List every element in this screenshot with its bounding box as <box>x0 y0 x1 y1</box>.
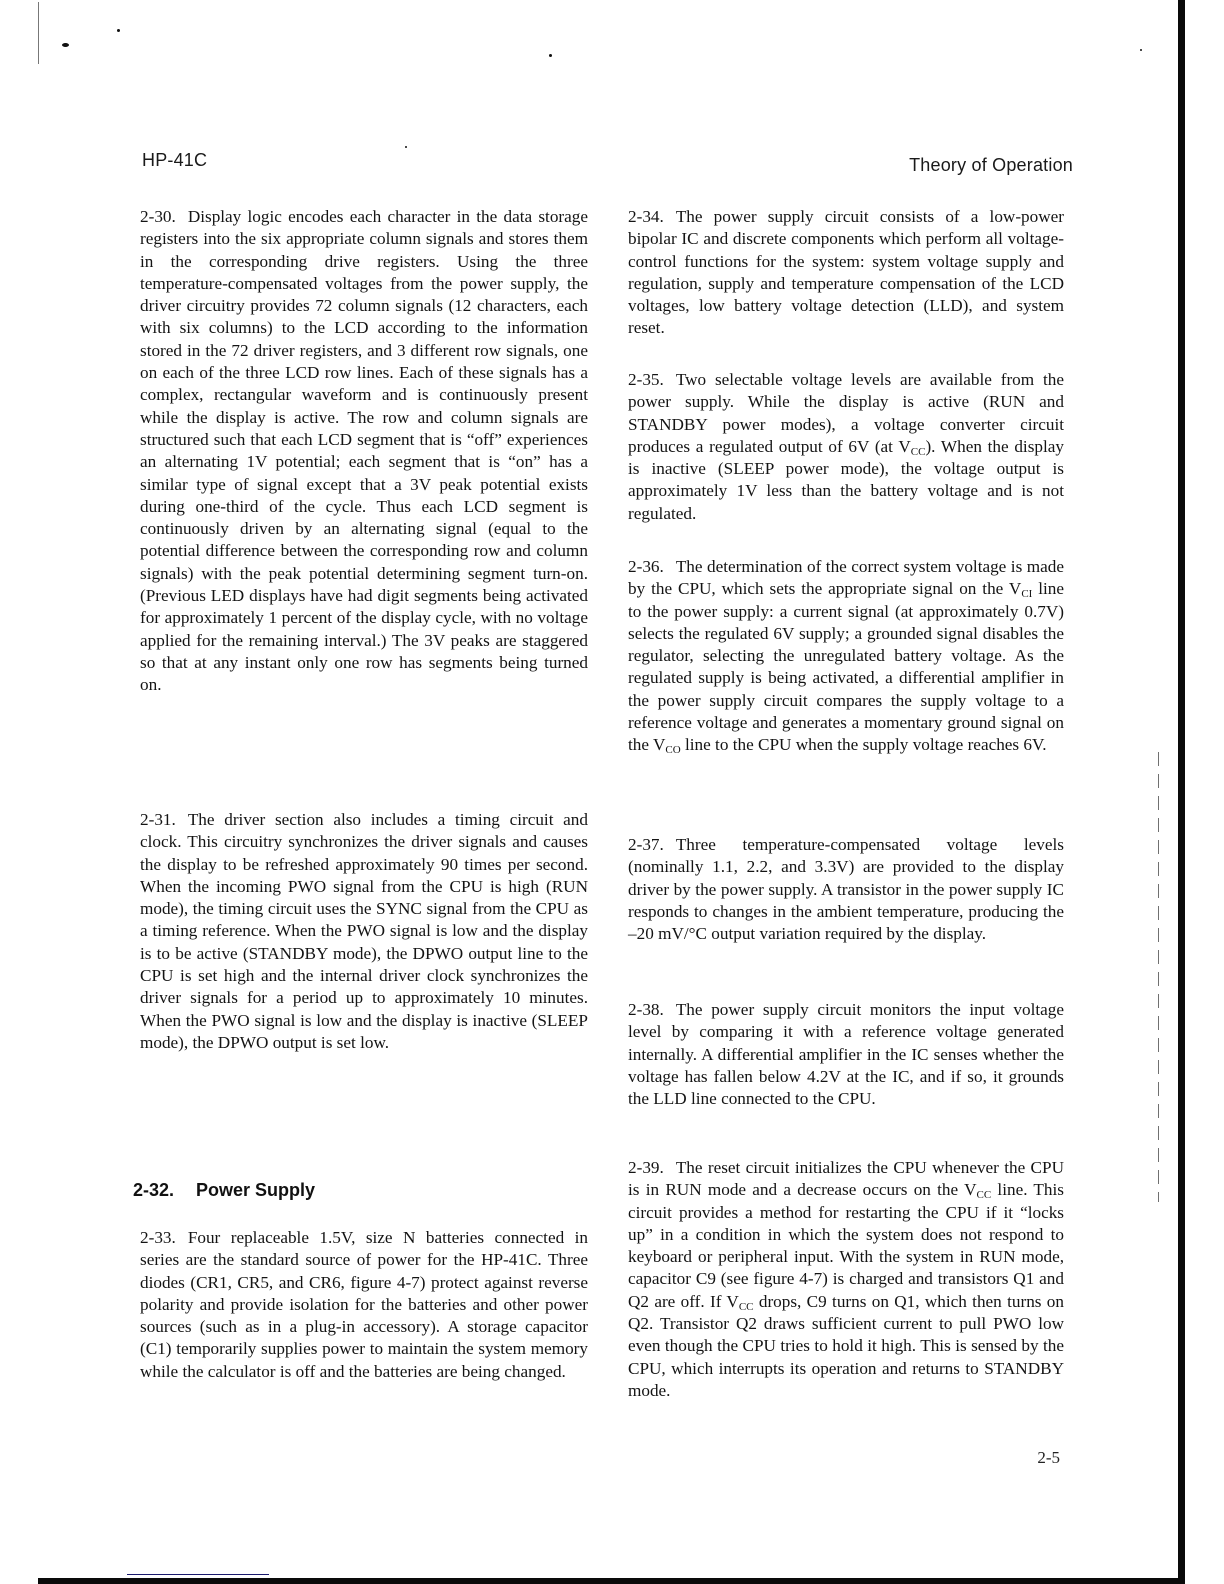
scan-speck <box>549 54 552 57</box>
paragraph-text: The reset circuit initializes the CPU whenever the CPU is in RUN mode and a decrease occurs on the V <box>628 1158 1064 1200</box>
scan-speck <box>117 29 120 32</box>
paragraph-text: line to the CPU when the supply voltage reaches 6V. <box>680 735 1047 755</box>
paragraph-text: line to the power supply: a current signal (at approximately 0.7V) selects the regulated 6V supply; a grounded signal disables the regulator, selecting the unregulated battery voltage. As the regulated supply is being activated, a differential amplifier in the power supply circuit compares the supply voltage to a reference voltage and generates a momentary ground signal on the V <box>628 579 1064 755</box>
paragraph-number: 2-30. <box>140 207 176 226</box>
running-header-right: Theory of Operation <box>909 155 1073 175</box>
paragraph-text: The power supply circuit monitors the input voltage level by comparing it with a reference voltage generated internally. A differential amplifier in the IC senses whether the voltage has fallen below 4.2V at the IC, and if so, it grounds the LLD line connected to the CPU. <box>628 1000 1064 1109</box>
paragraph-number: 2-33. <box>140 1228 176 1247</box>
running-header-left: HP-41C <box>142 150 208 170</box>
paragraph-number: 2-35. <box>628 370 664 389</box>
subscript: CC <box>738 1300 754 1313</box>
scan-speck <box>405 146 407 148</box>
paragraph-text: Display logic encodes each character in the data storage registers into the six appropriate column signals and stores them in the corresponding drive registers. Using the three temperature-compensated voltages from the power supply, the driver circuitry provides 72 column signals (12 characters, each with six columns) to the LCD according to the information stored in the 72 driver registers, and 3 different row signals, one on each of the three LCD row lines. Each of these signals has a complex, rectangular waveform and is continuously present while the display is active. The row and column signals are structured such that each LCD segment that is “off” experiences an alternating 1V potential; each segment that is “on” has a similar type of signal except that a 3V peak potential exists during one-third of the cycle. Thus each LCD segment is continuously driven by an alternating signal (equal to the potential difference between the corresponding row and column signals) with the peak potential determining segment turn-on. (Previous LED displays have had digit segments being activated for approximately 1 percent of the display cycle, with no voltage applied for the remaining interval.) The 3V peaks are staggered so that at any instant only one row has segments being turned on. <box>140 207 588 695</box>
paragraph-2-38 <box>628 999 1064 1110</box>
subscript: CC <box>976 1189 992 1202</box>
paragraph-text: The driver section also includes a timing circuit and clock. This circuitry synchronizes the driver signals and causes the display to be refreshed approximately 90 times per second. When the incoming PWO signal from the CPU is high (RUN mode), the timing circuit uses the SYNC signal from the CPU as a timing reference. When the PWO signal is low and the display is to be active (STANDBY mode), the DPWO output line to the CPU is set high and the internal driver clock synchronizes the driver signals for a period up to approximately 10 minutes. When the PWO signal is low and the display is inactive (SLEEP mode), the DPWO output is set low. <box>140 810 588 1052</box>
paragraph-text: The power supply circuit consists of a low-power bipolar IC and discrete components which perform all voltage-control functions for the system: system voltage supply and regulation, supply and temperature compensation of the LCD voltages, low battery voltage detection (LLD), and system reset. <box>628 207 1064 338</box>
paragraph-number: 2-37. <box>628 835 664 854</box>
page-number: 2-5 <box>1037 1448 1060 1467</box>
paragraph-text: line. This circuit provides a method for restarting the CPU if it “locks up” in a condition in which the system does not respond to keyboard or peripheral input. With the system in RUN mode, capacitor C9 (see figure 4-7) is charged and transistors Q1 and Q2 are off. If V <box>628 1180 1064 1311</box>
subscript: CO <box>665 744 681 757</box>
paragraph-2-30 <box>140 206 588 697</box>
paragraph-2-34 <box>628 206 1064 340</box>
paragraph-text: Four replaceable 1.5V, size N batteries connected in series are the standard source of power for the HP-41C. Three diodes (CR1, CR5, and CR6, figure 4-7) protect against reverse polarity and provide isolation for the batteries and other power sources (such as in a plug-in accessory). A storage capacitor (C1) temporarily supplies power to maintain the system memory while the calculator is off and the batteries are being changed. <box>140 1228 588 1381</box>
paragraph-2-35 <box>628 369 1064 525</box>
scan-underline-mark <box>127 1574 269 1575</box>
scan-right-border <box>1178 0 1185 1584</box>
paragraph-number: 2-31. <box>140 810 176 829</box>
paragraph-2-37 <box>628 834 1064 945</box>
paragraph-text: Two selectable voltage levels are available from the power supply. While the display is active (RUN and STANDBY power modes), a voltage converter circuit produces a regulated output of 6V (at V <box>628 370 1064 456</box>
paragraph-text: The determination of the correct system voltage is made by the CPU, which sets the appropriate signal on the V <box>628 557 1064 599</box>
scan-dashed-line <box>1158 752 1159 1202</box>
scan-speck <box>62 43 69 47</box>
subscript: CC <box>910 445 926 458</box>
paragraph-number: 2-39. <box>628 1158 664 1177</box>
scan-bottom-border <box>38 1578 1185 1584</box>
scan-edge-line <box>38 2 39 64</box>
paragraph-text: ). When the display is inactive (SLEEP power mode), the voltage output is approximately 1V less than the battery voltage and is not regulated. <box>628 436 1064 523</box>
paragraph-2-39 <box>628 1157 1064 1402</box>
paragraph-number: 2-38. <box>628 1000 664 1019</box>
paragraph-text: Three temperature-compensated voltage levels (nominally 1.1, 2.2, and 3.3V) are provided to the display driver by the power supply. A transistor in the power supply IC responds to changes in the ambient temperature, producing the –20 mV/°C output variation required by the display. <box>628 835 1064 944</box>
section-number: 2-32. <box>133 1180 175 1200</box>
paragraph-text: drops, C9 turns on Q1, which then turns on Q2. Transistor Q2 draws sufficient current to pull PWO low even though the CPU tries to hold it high. This is sensed by the CPU, which interrupts its operation and returns to STANDBY mode. <box>628 1291 1064 1400</box>
paragraph-2-31 <box>140 809 588 1054</box>
paragraph-2-36 <box>628 556 1064 757</box>
subscript: CI <box>1021 588 1033 601</box>
section-title: Power Supply <box>196 1180 316 1200</box>
section-heading-power-supply <box>133 1180 315 1201</box>
paragraph-2-33 <box>140 1227 588 1383</box>
paragraph-number: 2-36. <box>628 557 664 576</box>
paragraph-number: 2-34. <box>628 207 664 226</box>
scan-speck <box>1140 49 1142 51</box>
